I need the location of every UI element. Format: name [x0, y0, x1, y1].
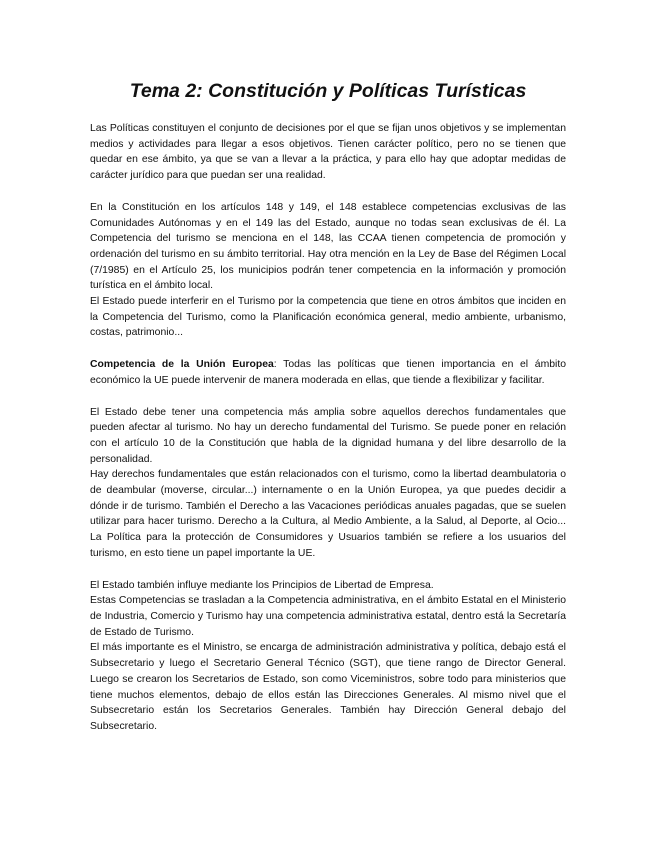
paragraph-state-interference: El Estado puede interferir en el Turismo por la competencia que tiene en otros ámbitos que inciden en la Competencia del Turismo, como la Planificación económica general, medio ambiente, urbanismo, costas, patrimonio...: [90, 296, 566, 339]
eu-competence-text: : Todas las políticas que tienen importancia en el ámbito económico la UE puede intervenir de manera moderada en ellas, que tiende a flexibilizar y facilitar.: [90, 359, 566, 386]
paragraph-fundamental-rights: El Estado debe tener una competencia más amplia sobre aquellos derechos fundamentales que pueden afectar al turismo. No hay un derecho fundamental del Turismo. Se puede poner en relación con el artículo 10 de la Constitución que habla de la dignidad humana y del libre desarrollo de la personalidad.: [90, 406, 566, 465]
paragraph-constitution-articles: En la Constitución en los artículos 148 y 149, el 148 establece competencias exclusivas de las Comunidades Autónomas y en el 149 las del Estado, aunque no todas sean exclusivas de él. La Competencia del turismo se menciona en el 148, las CCAA tienen competencia de promoción y ordenación del turismo en su ámbito territorial. Hay otra mención en la Ley de Base del Régimen Local (7/1985) en el Artículo 25, los municipios podrán tener competencia en la información y promoción turística en el ámbito local.: [90, 201, 566, 292]
paragraph-policies-definition: Las Políticas constituyen el conjunto de decisiones por el que se fijan unos objetivos y se implementan medios y actividades para llegar a esos objetivos. Tienen carácter político, pero no se tienen que quedar en ese ámbito, ya que se van a llevar a la práctica, y para ello hay que adoptar medidas de carácter jurídico para que puedan ser una realidad.: [90, 123, 566, 182]
document-page: [90, 0, 566, 735]
paragraph-ministry-structure: El más importante es el Ministro, se encarga de administración administrativa y política, debajo está el Subsecretario y luego el Secretario General Técnico (SGT), que tiene rango de Director General. Luego se crearon los Secretarios de Estado, son como Viceministros, sobre todo para ministerios que tiene muchos elementos, debajo de ellos están las Direcciones Generales. Al mismo nivel que el Subsecretario están los Secretarios Generales. También hay Dirección General debajo del Subsecretario.: [90, 642, 566, 732]
paragraph-administrative-competence: Estas Competencias se trasladan a la Competencia administrativa, en el ámbito Estatal en el Ministerio de Industria, Comercio y Turismo hay una competencia administrativa estatal, dentro está la Secretaría de Estado de Turismo.: [90, 595, 566, 638]
paragraph-related-rights: Hay derechos fundamentales que están relacionados con el turismo, como la libertad deambulatoria o de deambular (moverse, circular...) internamente o en la Unión Europea, ya que puedes decidir a dónde ir de turismo. También el Derecho a las Vacaciones periódicas anuales pagadas, que se suelen utilizar para hacer turismo. Derecho a la Cultura, al Medio Ambiente, a la Salud, al Deporte, al Ocio... La Política para la protección de Consumidores y Usuarios también se refiere a los usuarios del turismo, en esto tiene un papel importante la UE.: [90, 469, 566, 559]
eu-competence-heading: Competencia de la Unión Europea: [90, 359, 274, 371]
page-title: Tema 2: Constitución y Políticas Turísticas: [129, 80, 527, 102]
paragraph-business-freedom: El Estado también influye mediante los Principios de Libertad de Empresa.: [90, 579, 434, 591]
paragraph-eu-competence: [90, 357, 566, 388]
